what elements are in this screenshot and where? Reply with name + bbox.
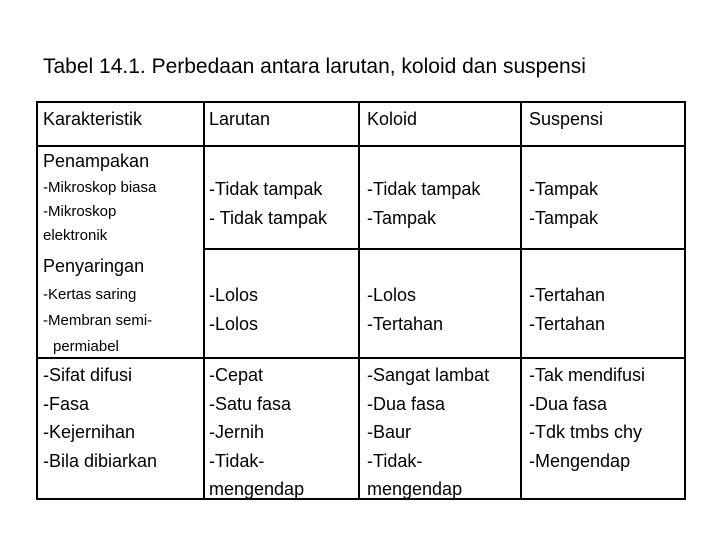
- list-item: -Tertahan: [367, 313, 444, 334]
- list-item: -Tertahan: [529, 313, 606, 334]
- list-item: -Tampak: [529, 207, 599, 228]
- list-item: -Cepat: [209, 365, 264, 385]
- larutan-values: [209, 361, 304, 504]
- table-border-right: [684, 101, 686, 500]
- list-item: -Tidak tampak: [367, 179, 481, 199]
- list-item: -Baur: [367, 422, 412, 442]
- comparison-table: [36, 101, 686, 500]
- suspensi-values: [529, 361, 645, 475]
- column-divider: [203, 101, 205, 500]
- koloid-values: [367, 361, 489, 504]
- koloid-values: [367, 175, 480, 232]
- list-item: -Tertahan: [529, 285, 606, 305]
- characteristic-list: [43, 361, 157, 475]
- header-karakteristik: Karakteristik: [43, 109, 143, 129]
- list-item: -Membran semi-: [43, 312, 153, 329]
- list-item: -Jernih: [209, 422, 265, 442]
- row-divider: [204, 248, 686, 250]
- header-koloid: Koloid: [367, 109, 418, 129]
- list-item: -Kertas saring: [43, 286, 137, 303]
- list-item: mengendap: [367, 479, 463, 499]
- list-item: -Dua fasa: [367, 393, 446, 414]
- group-label-penampakan: Penampakan: [43, 151, 150, 171]
- table-border-bottom: [36, 498, 686, 500]
- table-title: Tabel 14.1. Perbedaan antara larutan, koloid dan suspensi: [43, 55, 586, 78]
- list-item: mengendap: [209, 479, 305, 499]
- list-item: -Kejernihan: [43, 422, 136, 442]
- suspensi-values: [529, 175, 598, 232]
- list-item: -Sifat difusi: [43, 365, 133, 385]
- list-item: -Tampak: [367, 207, 437, 228]
- koloid-values: [367, 281, 443, 338]
- table-border-left: [36, 101, 38, 500]
- larutan-values: [209, 175, 327, 232]
- list-item: elektronik: [43, 227, 108, 244]
- list-item: - Tidak tampak: [209, 207, 328, 228]
- list-item: -Bila dibiarkan: [43, 450, 158, 471]
- characteristic-list: [43, 282, 152, 360]
- list-item: -Tidak-: [209, 450, 265, 471]
- group-label-penyaringan: Penyaringan: [43, 256, 145, 276]
- list-item: -Dua fasa: [529, 393, 608, 414]
- list-item: -Tampak: [529, 179, 599, 199]
- list-item: -Tak mendifusi: [529, 365, 646, 385]
- list-item: -Satu fasa: [209, 393, 292, 414]
- suspensi-values: [529, 281, 605, 338]
- header-larutan: Larutan: [209, 109, 271, 129]
- characteristic-list: [43, 176, 156, 248]
- list-item: -Lolos: [209, 285, 259, 305]
- list-item: -Tidak-: [367, 450, 423, 471]
- larutan-values: [209, 281, 258, 338]
- list-item: -Mengendap: [529, 450, 631, 471]
- list-item: -Tidak tampak: [209, 179, 323, 199]
- column-divider: [520, 101, 522, 500]
- table-border-top: [36, 101, 686, 103]
- column-divider: [358, 101, 360, 500]
- list-item: -Lolos: [209, 313, 259, 334]
- list-item: permiabel: [53, 338, 119, 355]
- list-item: -Fasa: [43, 393, 90, 414]
- header-suspensi: Suspensi: [529, 109, 604, 129]
- list-item: -Sangat lambat: [367, 365, 490, 385]
- list-item: -Lolos: [367, 285, 417, 305]
- list-item: -Tdk tmbs chy: [529, 422, 643, 442]
- list-item: -Mikroskop biasa: [43, 179, 157, 196]
- list-item: -Mikroskop: [43, 203, 117, 220]
